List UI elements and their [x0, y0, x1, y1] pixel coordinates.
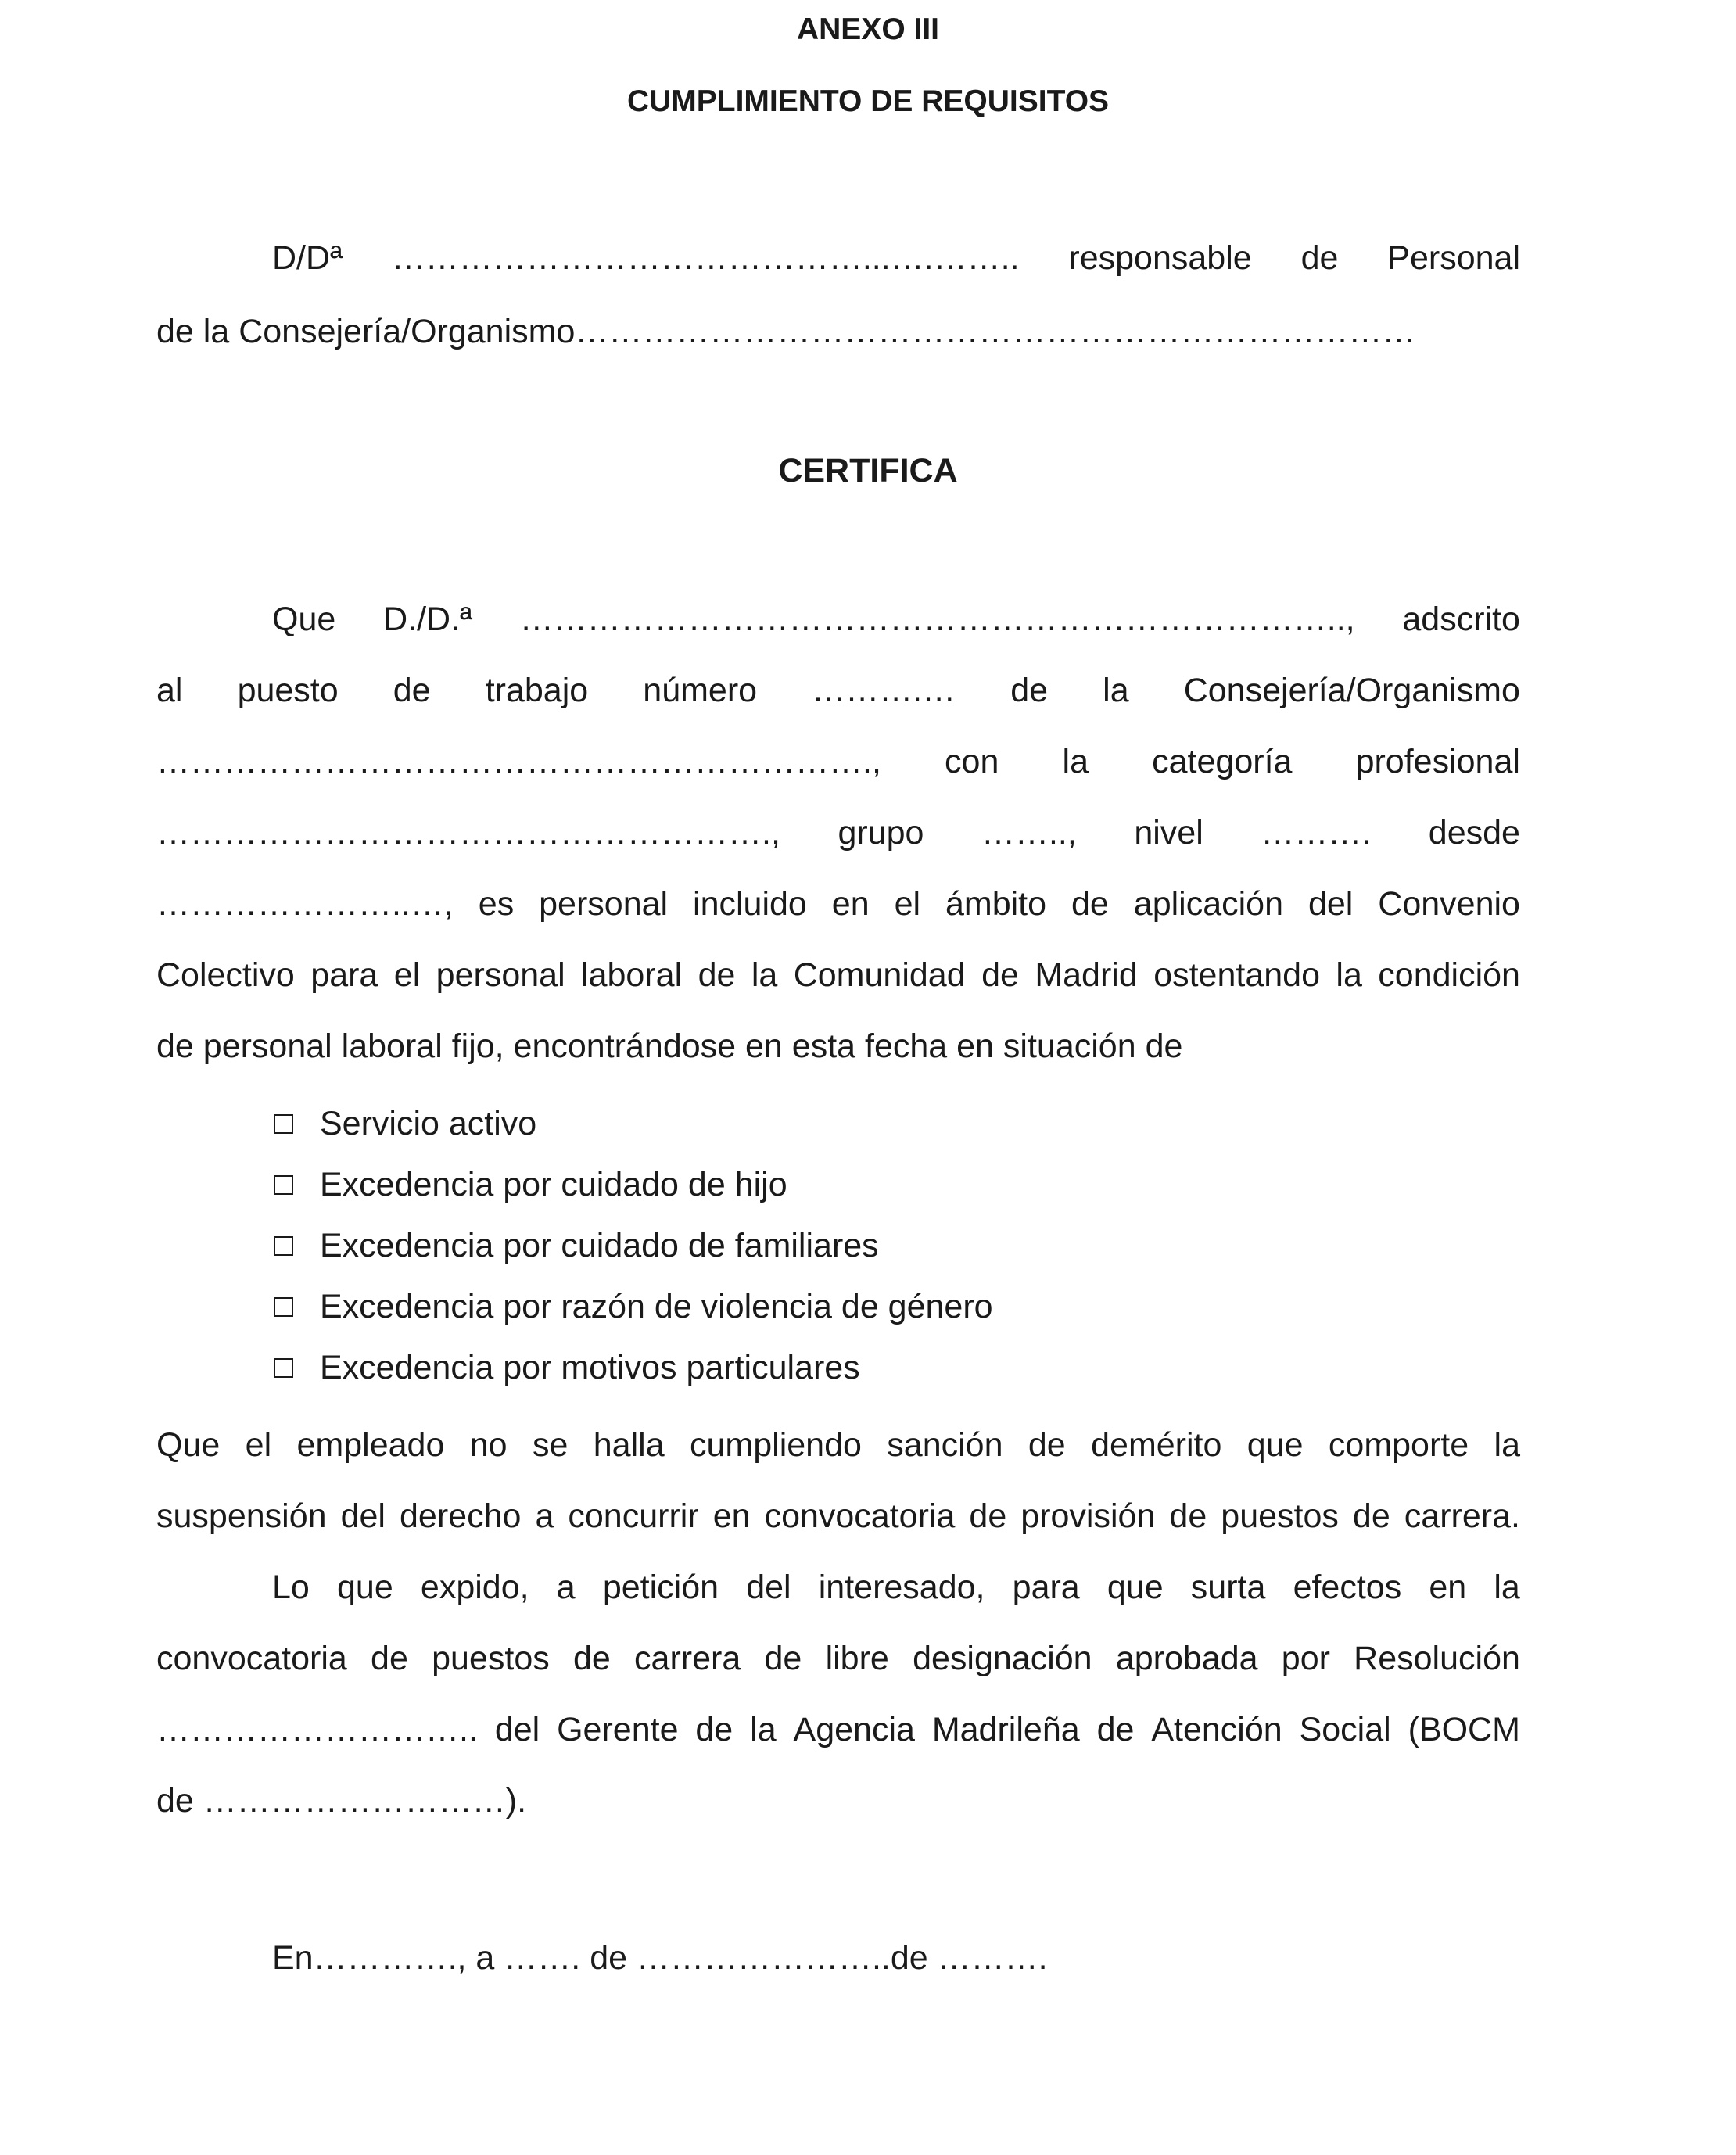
word: ………. — [1261, 814, 1372, 852]
word: del — [1307, 885, 1354, 923]
word: en — [712, 1497, 751, 1535]
word: categoría — [1152, 743, 1293, 780]
word: ……………………….. — [156, 1711, 478, 1748]
option-label: Excedencia por cuidado de hijo — [320, 1165, 787, 1203]
sanction-line-1 — [156, 1425, 1520, 1465]
word: ………………………………………………., — [156, 814, 780, 852]
word: efectos — [1293, 1569, 1402, 1606]
word: …………………..…, — [156, 885, 454, 923]
body-line-3 — [156, 741, 1520, 782]
word: puesto — [237, 672, 339, 709]
word: sanción — [887, 1426, 1003, 1464]
checkbox-icon[interactable] — [274, 1358, 293, 1378]
word: halla — [593, 1426, 665, 1464]
date-line: En…………., a ……. de …………………..de ………. — [272, 1939, 1048, 1977]
word: Que — [272, 601, 336, 638]
word: del — [340, 1497, 386, 1535]
word: para — [310, 956, 378, 994]
word: carrera. — [1404, 1497, 1520, 1535]
word: convocatoria — [764, 1497, 956, 1535]
expedition-line-2 — [156, 1638, 1520, 1679]
word: Agencia — [793, 1711, 915, 1748]
option-excedencia-hijo[interactable] — [274, 1154, 993, 1215]
word: la — [751, 956, 778, 994]
word: incluido — [693, 885, 807, 923]
word: se — [532, 1426, 569, 1464]
body-line-1 — [156, 599, 1520, 640]
word: de — [1096, 1711, 1135, 1748]
word: puestos — [1221, 1497, 1339, 1535]
option-servicio-activo[interactable] — [274, 1093, 993, 1154]
checkbox-icon[interactable] — [274, 1236, 293, 1256]
word: provisión — [1020, 1497, 1156, 1535]
word: de — [1028, 1426, 1066, 1464]
word: por — [1281, 1640, 1330, 1677]
word: Madrid — [1035, 956, 1138, 994]
checkbox-icon[interactable] — [274, 1297, 293, 1317]
word: Madrileña — [931, 1711, 1080, 1748]
word: el — [245, 1426, 272, 1464]
document-subtitle: CUMPLIMIENTO DE REQUISITOS — [626, 84, 1110, 118]
word: profesional — [1355, 743, 1520, 780]
word: en — [1429, 1569, 1467, 1606]
word: de — [1010, 672, 1049, 709]
option-excedencia-violencia[interactable] — [274, 1276, 993, 1337]
word: para — [1012, 1569, 1080, 1606]
word: de — [371, 1640, 408, 1677]
word: de — [969, 1497, 1007, 1535]
word: la — [1494, 1569, 1520, 1606]
word: que — [337, 1569, 393, 1606]
word: libre — [825, 1640, 889, 1677]
word: personal — [436, 956, 565, 994]
word: el — [393, 956, 421, 994]
sanction-line-2 — [156, 1496, 1520, 1536]
word: ……….… — [812, 672, 956, 709]
word: a — [535, 1497, 554, 1535]
word: Comunidad — [793, 956, 966, 994]
intro-line-2: de la Consejería/Organismo………………………………………………………………… — [156, 313, 1416, 350]
option-label: Excedencia por razón de violencia de género — [320, 1287, 993, 1325]
word: derecho — [400, 1497, 522, 1535]
word: ……………………………………………………………….., — [519, 601, 1355, 638]
word: ………………………………………………………., — [156, 743, 881, 780]
word: Gerente — [557, 1711, 679, 1748]
word: concurrir — [568, 1497, 699, 1535]
word: cumpliendo — [690, 1426, 862, 1464]
word: designación — [913, 1640, 1092, 1677]
word: puestos — [432, 1640, 550, 1677]
expedition-line-1 — [156, 1567, 1520, 1608]
word: de — [1071, 885, 1109, 923]
word: personal — [539, 885, 669, 923]
word: convocatoria — [156, 1640, 347, 1677]
expedition-line-4: de ………………………). — [156, 1782, 527, 1820]
word: Personal — [1387, 239, 1520, 277]
word: …….., — [981, 814, 1077, 852]
word: condición — [1378, 956, 1520, 994]
intro-line-1 — [156, 238, 1520, 278]
word: al — [156, 672, 183, 709]
word: aprobada — [1115, 1640, 1258, 1677]
word: empleado — [296, 1426, 445, 1464]
word: que — [1107, 1569, 1164, 1606]
word: nivel — [1134, 814, 1203, 852]
word: no — [469, 1426, 508, 1464]
option-label: Excedencia por cuidado de familiares — [320, 1226, 879, 1264]
word: demérito — [1091, 1426, 1222, 1464]
word: (BOCM — [1408, 1711, 1520, 1748]
word: el — [894, 885, 921, 923]
word: de — [695, 1711, 733, 1748]
word: laboral — [581, 956, 683, 994]
body-line-6 — [156, 955, 1520, 995]
word: suspensión — [156, 1497, 327, 1535]
word: Colectivo — [156, 956, 295, 994]
checkbox-icon[interactable] — [274, 1175, 293, 1195]
word: Lo — [272, 1569, 310, 1606]
body-line-5 — [156, 884, 1520, 924]
checkbox-icon[interactable] — [274, 1114, 293, 1134]
word: de — [1352, 1497, 1390, 1535]
word: petición — [602, 1569, 719, 1606]
word: de — [764, 1640, 802, 1677]
word: la — [1336, 956, 1362, 994]
body-line-4 — [156, 812, 1520, 853]
option-excedencia-familiares[interactable] — [274, 1215, 993, 1276]
word: comporte — [1328, 1426, 1469, 1464]
word: Social — [1299, 1711, 1391, 1748]
word: grupo — [838, 814, 924, 852]
word: Atención — [1151, 1711, 1282, 1748]
annex-title: ANEXO III — [796, 13, 940, 46]
word: a — [556, 1569, 576, 1606]
word: ……………………………………...….…….. — [391, 239, 1020, 277]
word: de — [1300, 239, 1339, 277]
word: que — [1246, 1426, 1304, 1464]
word: expido, — [420, 1569, 529, 1606]
word: desde — [1428, 814, 1520, 852]
word: Consejería/Organismo — [1183, 672, 1520, 709]
body-line-7: de personal laboral fijo, encontrándose en esta fecha en situación de — [156, 1027, 1183, 1065]
word: del — [746, 1569, 791, 1606]
body-line-2 — [156, 670, 1520, 711]
word: de — [572, 1640, 611, 1677]
word: aplicación — [1133, 885, 1284, 923]
word: de — [698, 956, 736, 994]
word: surta — [1190, 1569, 1266, 1606]
word: del — [494, 1711, 540, 1748]
option-label: Servicio activo — [320, 1104, 537, 1142]
word: ostentando — [1153, 956, 1320, 994]
word: Convenio — [1378, 885, 1520, 923]
option-excedencia-particulares[interactable] — [274, 1337, 993, 1398]
expedition-line-3 — [156, 1709, 1520, 1750]
word: la — [1494, 1426, 1520, 1464]
word: adscrito — [1402, 601, 1520, 638]
word: ámbito — [945, 885, 1047, 923]
certifica-heading: CERTIFICA — [778, 452, 958, 489]
word: carrera — [634, 1640, 741, 1677]
situation-options — [274, 1093, 993, 1398]
word: D/Dª — [272, 239, 343, 277]
word: Que — [156, 1426, 221, 1464]
word: Resolución — [1354, 1640, 1520, 1677]
word: la — [750, 1711, 777, 1748]
word: interesado, — [818, 1569, 985, 1606]
option-label: Excedencia por motivos particulares — [320, 1348, 860, 1386]
word: de — [1169, 1497, 1207, 1535]
word: en — [831, 885, 870, 923]
word: la — [1103, 672, 1129, 709]
word: con — [945, 743, 999, 780]
word: D./D.ª — [383, 601, 472, 638]
word: responsable — [1068, 239, 1252, 277]
word: número — [643, 672, 758, 709]
word: de — [981, 956, 1019, 994]
word: trabajo — [485, 672, 589, 709]
word: de — [393, 672, 431, 709]
word: es — [478, 885, 515, 923]
word: la — [1062, 743, 1089, 780]
